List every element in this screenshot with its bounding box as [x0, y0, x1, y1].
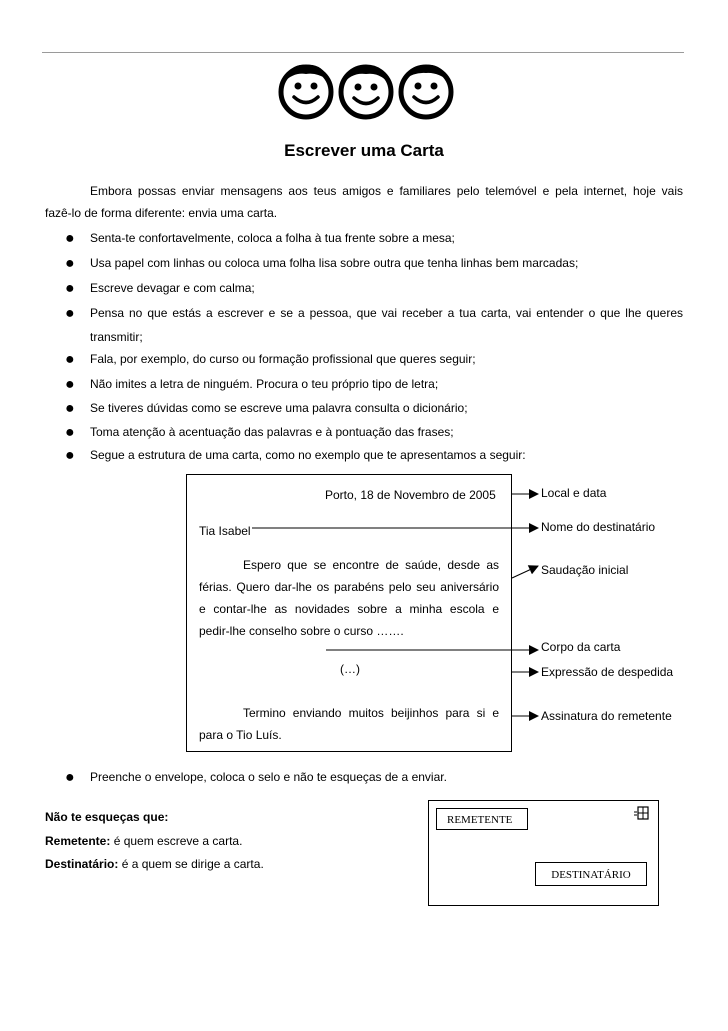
stamp-icon [634, 806, 650, 820]
bullet-icon: ● [65, 424, 75, 441]
bullet-icon: ● [65, 305, 75, 322]
intro-paragraph [45, 180, 683, 224]
arrow-saudacao [512, 566, 538, 578]
letter-recipient: Tia Isabel [199, 524, 251, 538]
letter-ellipsis: (…) [340, 662, 360, 676]
bullet-icon: ● [65, 280, 75, 297]
letter-closing: Termino enviando muitos beijinhos para si e para o Tio Luís. [199, 706, 499, 742]
bullet-icon: ● [65, 255, 75, 272]
bullet-icon: ● [65, 376, 75, 393]
envelope-recipient-box: DESTINATÁRIO [535, 862, 647, 886]
intro-line-2: fazê-lo de forma diferente: envia uma carta. [45, 206, 278, 220]
smiley-faces-illustration [276, 60, 456, 122]
page-title: Escrever uma Carta [284, 141, 444, 160]
bullet-icon: ● [65, 230, 75, 247]
letter-body: Espero que se encontre de saúde, desde as férias. Quero dar-lhe os parabéns pelo seu aniversário e contar-lhe as novidades sobre a minha escola e pedir-lhe conselho sobre o curso ……. [199, 558, 499, 638]
label-saudacao: Saudação inicial [541, 563, 629, 577]
label-destinatario: Nome do destinatário [541, 520, 656, 534]
note-destinatario: Destinatário: é a quem se dirige a carta. [45, 857, 264, 871]
bullet-icon: ● [65, 769, 75, 786]
note-remetente: Remetente: é quem escreve a carta. [45, 834, 243, 848]
label-local-data: Local e data [541, 486, 607, 500]
notes-heading: Não te esqueças que: [45, 810, 169, 824]
bullet-icon: ● [65, 351, 75, 368]
letter-place-date: Porto, 18 de Novembro de 2005 [325, 488, 496, 502]
top-rule [42, 52, 684, 53]
bullet-icon: ● [65, 400, 75, 417]
label-despedida: Expressão de despedida [541, 665, 674, 679]
envelope-sender-box: REMETENTE [436, 808, 528, 830]
label-assinatura: Assinatura do remetente [541, 709, 672, 723]
intro-line-1: Embora possas enviar mensagens aos teus amigos e familiares pelo telemóvel e pela internet, hoje vais [90, 184, 683, 198]
bullet-icon: ● [65, 447, 75, 464]
label-corpo: Corpo da carta [541, 640, 621, 654]
